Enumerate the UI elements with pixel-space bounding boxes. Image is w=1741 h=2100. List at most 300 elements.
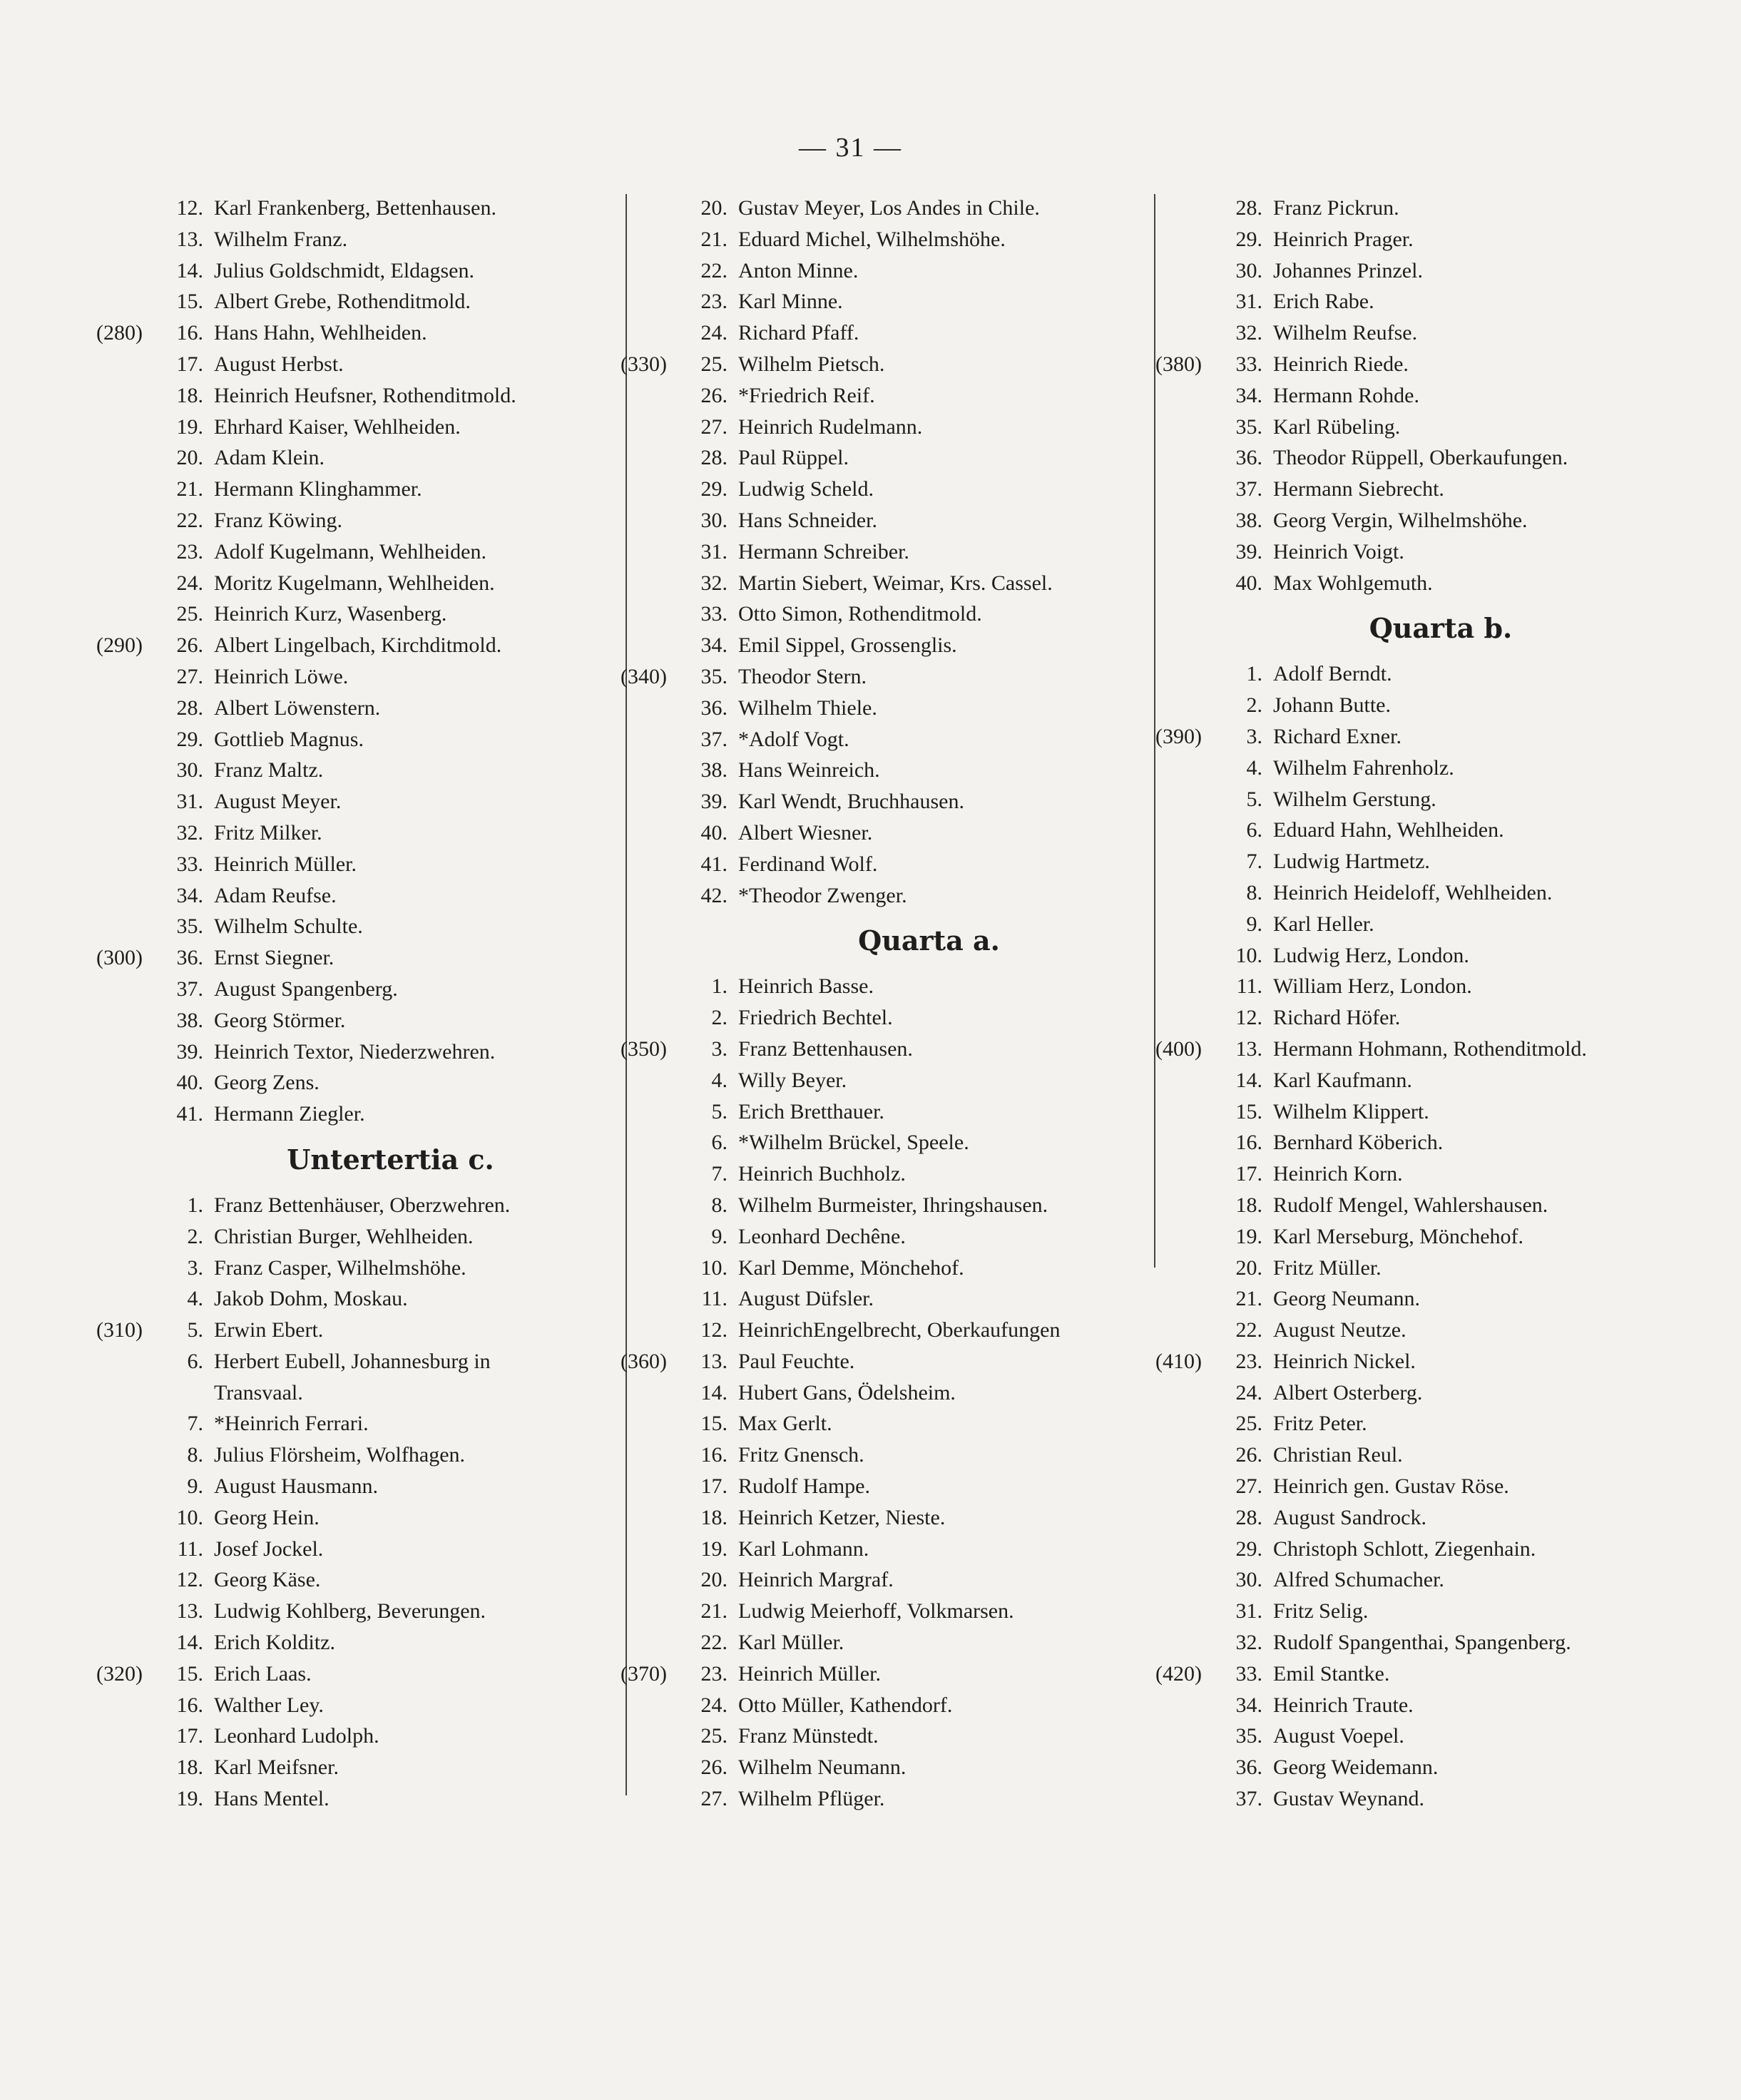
column-1 <box>96 193 621 1815</box>
student-name: Otto Simon, Rothenditmold. <box>738 602 982 626</box>
list-item <box>1155 1034 1669 1065</box>
student-name: Karl Müller. <box>738 1631 844 1655</box>
entry-number: 14. <box>700 1380 727 1405</box>
group-number: (350) <box>621 1036 667 1061</box>
student-name: Franz Bettenhausen. <box>738 1036 913 1061</box>
student-name: Ludwig Hartmetz. <box>1273 850 1430 874</box>
list-item <box>621 1752 1152 1783</box>
section-heading: Untertertia c. <box>287 1143 494 1176</box>
list-item <box>621 1127 1152 1158</box>
student-name: Richard Höfer. <box>1273 1006 1401 1030</box>
entry-number: 11. <box>177 1536 203 1561</box>
entry-number: 29. <box>700 477 727 501</box>
entry-number: 12. <box>700 1318 727 1342</box>
entry-number: 35. <box>176 914 203 939</box>
entry-number: 2. <box>711 1006 727 1030</box>
student-name: Karl Minne. <box>738 290 843 314</box>
list-item <box>1155 1564 1669 1596</box>
group-number: (310) <box>96 1318 143 1342</box>
entry-number: 27. <box>700 414 727 439</box>
student-name: Albert Wiesner. <box>738 820 873 845</box>
list-item <box>621 1346 1152 1377</box>
list-item <box>96 1036 621 1068</box>
entry-number: 28. <box>700 446 727 470</box>
list-item <box>1155 1690 1669 1721</box>
entry-number: 29. <box>1235 227 1262 251</box>
student-name: William Herz, London. <box>1273 974 1472 999</box>
student-name: Emil Sippel, Grossenglis. <box>738 633 957 658</box>
list-item <box>621 971 1152 1002</box>
entry-number: 30. <box>176 758 203 783</box>
list-item <box>96 1564 621 1596</box>
entry-number: 32. <box>1235 1631 1262 1655</box>
list-item <box>96 1067 621 1099</box>
entry-number: 24. <box>700 1693 727 1717</box>
list-item <box>621 349 1152 380</box>
list-item <box>1155 690 1669 721</box>
list-item <box>1155 1471 1669 1502</box>
list-item <box>621 1253 1152 1284</box>
list-item <box>96 1752 621 1783</box>
student-name: Gottlieb Magnus. <box>214 727 364 751</box>
entry-number: 24. <box>1235 1380 1262 1405</box>
student-name: Ferdinand Wolf. <box>738 852 878 876</box>
list-item <box>96 1721 621 1752</box>
list-item <box>621 442 1152 474</box>
student-name: Ehrhard Kaiser, Wehlheiden. <box>214 414 461 439</box>
entry-number: 22. <box>176 508 203 532</box>
student-name: Ludwig Meierhoff, Volkmarsen. <box>738 1599 1014 1624</box>
group-number: (400) <box>1155 1036 1202 1061</box>
student-name: Adolf Kugelmann, Wehlheiden. <box>214 539 486 564</box>
student-name: Heinrich Buchholz. <box>738 1162 906 1186</box>
student-name: Anton Minne. <box>738 258 859 282</box>
student-name: Heinrich Heideloff, Wehlheiden. <box>1273 880 1553 904</box>
list-item <box>1155 877 1669 909</box>
list-item <box>96 880 621 912</box>
entry-number: 41. <box>700 852 727 876</box>
student-name: Fritz Peter. <box>1273 1412 1367 1436</box>
student-name: Heinrich Prager. <box>1273 227 1414 251</box>
entry-number: 13. <box>1235 1036 1262 1061</box>
entry-number: 10. <box>176 1505 203 1529</box>
list-item <box>621 1502 1152 1534</box>
student-name: Hubert Gans, Ödelsheim. <box>738 1380 956 1405</box>
student-name: Heinrich Voigt. <box>1273 539 1404 564</box>
list-item <box>621 786 1152 817</box>
student-name: Georg Zens. <box>214 1071 320 1095</box>
page-number: — 31 — <box>799 133 902 163</box>
entry-number: 25. <box>1235 1412 1262 1436</box>
list-item <box>1155 1783 1669 1815</box>
student-name: Karl Wendt, Bruchhausen. <box>738 790 964 814</box>
entry-number: 31. <box>1235 1599 1262 1624</box>
list-item <box>621 1283 1152 1315</box>
entry-number: 9. <box>1246 912 1262 936</box>
entry-number: 40. <box>176 1071 203 1095</box>
student-name: Walther Ley. <box>214 1693 324 1717</box>
student-name: Fritz Gnensch. <box>738 1443 864 1467</box>
list-item <box>96 442 621 474</box>
student-name: HeinrichEngelbrecht, Oberkaufungen <box>738 1318 1061 1342</box>
student-name: August Neutze. <box>1273 1318 1406 1342</box>
student-name: Herbert Eubell, Johannesburg in <box>214 1349 491 1373</box>
entry-number: 9. <box>711 1224 727 1248</box>
entry-number: 26. <box>1235 1443 1262 1467</box>
entry-number: 9. <box>187 1474 203 1499</box>
student-name: Otto Müller, Kathendorf. <box>738 1693 953 1717</box>
list-item <box>96 1658 621 1690</box>
list-item <box>621 1158 1152 1190</box>
section-heading: Quarta a. <box>858 924 1000 957</box>
list-item <box>1155 658 1669 690</box>
student-name: Albert Grebe, Rothenditmold. <box>214 290 471 314</box>
entry-number: 16. <box>1235 1131 1262 1155</box>
list-item <box>96 724 621 755</box>
student-name: *Adolf Vogt. <box>738 727 849 751</box>
student-name: Paul Feuchte. <box>738 1349 855 1373</box>
entry-number: 5. <box>1246 787 1262 811</box>
entry-number: 27. <box>176 664 203 688</box>
entry-number: 19. <box>1235 1224 1262 1248</box>
list-item <box>1155 909 1669 940</box>
list-item <box>1155 1127 1669 1158</box>
student-name: Hans Weinreich. <box>738 758 880 783</box>
student-name: Leonhard Ludolph. <box>214 1724 379 1748</box>
entry-number: 1. <box>1246 662 1262 686</box>
entry-number: 17. <box>700 1474 727 1499</box>
list-item <box>96 911 621 942</box>
entry-number: 4. <box>187 1287 203 1311</box>
student-name: Wilhelm Schulte. <box>214 914 363 939</box>
entry-number: 18. <box>700 1505 727 1529</box>
list-item <box>621 317 1152 349</box>
entry-number: 15. <box>700 1412 727 1436</box>
student-name: Wilhelm Pflüger. <box>738 1787 885 1811</box>
student-name: Max Gerlt. <box>738 1412 832 1436</box>
list-item <box>96 1502 621 1534</box>
entry-number: 42. <box>700 883 727 907</box>
entry-number: 7. <box>1246 850 1262 874</box>
entry-number: 37. <box>1235 1787 1262 1811</box>
entry-number: 11. <box>1236 974 1262 999</box>
entry-number: 23. <box>176 539 203 564</box>
list-item <box>621 1534 1152 1565</box>
entry-number: 27. <box>700 1787 727 1811</box>
list-item <box>621 1034 1152 1065</box>
list-item <box>96 661 621 693</box>
student-name: Franz Casper, Wilhelmshöhe. <box>214 1255 466 1280</box>
list-item <box>96 536 621 568</box>
student-name: Hermann Siebrecht. <box>1273 477 1444 501</box>
entry-number: 23. <box>1235 1349 1262 1373</box>
student-name: Josef Jockel. <box>214 1536 324 1561</box>
list-item <box>1155 1315 1669 1346</box>
student-name: Ludwig Herz, London. <box>1273 943 1469 967</box>
student-name: Erich Rabe. <box>1273 290 1374 314</box>
entry-number: 31. <box>1235 290 1262 314</box>
student-name: Max Wohlgemuth. <box>1273 571 1433 595</box>
student-name: Ernst Siegner. <box>214 946 335 970</box>
entry-number: 4. <box>1246 755 1262 780</box>
list-item <box>621 849 1152 880</box>
student-name: Richard Exner. <box>1273 724 1402 748</box>
student-name: Wilhelm Franz. <box>214 227 348 251</box>
entry-number: 21. <box>700 227 727 251</box>
group-number: (420) <box>1155 1661 1202 1686</box>
entry-number: 29. <box>1235 1536 1262 1561</box>
entry-number: 6. <box>1246 818 1262 842</box>
entry-number: 26. <box>700 1755 727 1780</box>
entry-number: 12. <box>1235 1006 1262 1030</box>
list-item <box>621 755 1152 786</box>
entry-number: 26. <box>700 383 727 407</box>
student-name: Alfred Schumacher. <box>1273 1568 1444 1592</box>
entry-number: 34. <box>176 883 203 907</box>
entry-number: 41. <box>176 1102 203 1126</box>
student-name: Gustav Meyer, Los Andes in Chile. <box>738 196 1040 220</box>
entry-number: 14. <box>1235 1068 1262 1092</box>
student-name: Erich Laas. <box>214 1661 312 1686</box>
group-number: (390) <box>1155 724 1202 748</box>
student-name: Hans Schneider. <box>738 508 877 532</box>
entry-number: 34. <box>1235 383 1262 407</box>
list-item <box>1155 940 1669 972</box>
list-item <box>96 412 621 443</box>
group-number: (320) <box>96 1661 143 1686</box>
student-name: Heinrich Rudelmann. <box>738 414 923 439</box>
list-item <box>96 942 621 974</box>
student-name: Paul Rüppel. <box>738 446 849 470</box>
entry-number: 25. <box>176 602 203 626</box>
student-name: Willy Beyer. <box>738 1068 847 1092</box>
list-item <box>621 1596 1152 1627</box>
student-name: Theodor Rüppell, Oberkaufungen. <box>1273 446 1568 470</box>
entry-number: 5. <box>711 1099 727 1123</box>
entry-number: 37. <box>1235 477 1262 501</box>
student-name: Hermann Schreiber. <box>738 539 909 564</box>
student-name: Wilhelm Neumann. <box>738 1755 907 1780</box>
list-item <box>1155 442 1669 474</box>
list-item <box>96 193 621 224</box>
list-item <box>1155 1065 1669 1096</box>
list-item <box>96 598 621 630</box>
student-name: Julius Goldschmidt, Eldagsen. <box>214 258 474 282</box>
student-name: Georg Käse. <box>214 1568 321 1592</box>
entry-number: 19. <box>176 414 203 439</box>
student-name: Karl Merseburg, Mönchehof. <box>1273 1224 1524 1248</box>
student-name: Erwin Ebert. <box>214 1318 324 1342</box>
list-item <box>621 1627 1152 1658</box>
list-item <box>96 755 621 786</box>
entry-number: 7. <box>187 1412 203 1436</box>
entry-number: 20. <box>700 196 727 220</box>
student-name: Eduard Michel, Wilhelmshöhe. <box>738 227 1006 251</box>
student-name: Wilhelm Reufse. <box>1273 321 1418 345</box>
list-item <box>1155 1439 1669 1471</box>
student-name: Heinrich Löwe. <box>214 664 349 688</box>
student-name: Heinrich Traute. <box>1273 1693 1414 1717</box>
entry-number: 30. <box>1235 258 1262 282</box>
entry-number: 16. <box>176 321 203 345</box>
entry-number: 36. <box>1235 1755 1262 1780</box>
student-name: Adam Klein. <box>214 446 325 470</box>
list-item <box>1155 815 1669 846</box>
entry-number: 35. <box>1235 1724 1262 1748</box>
list-item <box>1155 1377 1669 1409</box>
student-name: Erich Kolditz. <box>214 1631 335 1655</box>
entry-number: 32. <box>700 571 727 595</box>
list-item <box>1155 1002 1669 1034</box>
student-name: Wilhelm Thiele. <box>738 695 877 720</box>
entry-number: 39. <box>1235 539 1262 564</box>
group-number: (410) <box>1155 1349 1202 1373</box>
student-name: August Voepel. <box>1273 1724 1404 1748</box>
student-name: August Spangenberg. <box>214 977 398 1001</box>
entry-number: 13. <box>176 227 203 251</box>
student-name: Georg Weidemann. <box>1273 1755 1439 1780</box>
student-name: August Hausmann. <box>214 1474 378 1499</box>
entry-number: 35. <box>700 664 727 688</box>
list-item <box>1155 1190 1669 1221</box>
student-name: Theodor Stern. <box>738 664 867 688</box>
student-name: Hans Mentel. <box>214 1787 330 1811</box>
list-item <box>621 1658 1152 1690</box>
list-item <box>621 1190 1152 1221</box>
list-item <box>96 849 621 880</box>
group-number: (370) <box>621 1661 667 1686</box>
entry-number: 3. <box>711 1036 727 1061</box>
student-name: Karl Meifsner. <box>214 1755 339 1780</box>
list-item <box>1155 1283 1669 1315</box>
list-item <box>621 1221 1152 1253</box>
list-item <box>621 505 1152 536</box>
group-number: (290) <box>96 633 143 658</box>
entry-number: 33. <box>176 852 203 876</box>
list-item <box>621 661 1152 693</box>
student-name: Hermann Klinghammer. <box>214 477 422 501</box>
list-item <box>96 255 621 287</box>
list-item <box>1155 1346 1669 1377</box>
entry-number: 20. <box>700 1568 727 1592</box>
list-item <box>96 1005 621 1036</box>
list-item <box>1155 971 1669 1002</box>
entry-number: 40. <box>700 820 727 845</box>
entry-number: 1. <box>187 1193 203 1217</box>
entry-number: 6. <box>187 1349 203 1373</box>
list-item <box>621 1315 1152 1346</box>
list-item <box>1155 784 1669 815</box>
list-item <box>96 380 621 412</box>
list-item <box>1155 380 1669 412</box>
student-name: Ludwig Kohlberg, Beverungen. <box>214 1599 486 1624</box>
entry-number: 15. <box>1235 1099 1262 1123</box>
list-item <box>96 1627 621 1658</box>
student-name: Wilhelm Pietsch. <box>738 352 885 376</box>
entry-number: 33. <box>700 602 727 626</box>
entry-number: 30. <box>700 508 727 532</box>
list-item <box>621 474 1152 505</box>
student-name: Heinrich Korn. <box>1273 1162 1403 1186</box>
list-item <box>621 536 1152 568</box>
student-name: Karl Demme, Mönchehof. <box>738 1255 964 1280</box>
list-item <box>1155 1721 1669 1752</box>
entry-number: 1. <box>711 974 727 999</box>
list-item <box>621 817 1152 849</box>
student-name: Karl Rübeling. <box>1273 414 1401 439</box>
entry-number: 15. <box>176 290 203 314</box>
student-name: Karl Kaufmann. <box>1273 1068 1412 1092</box>
entry-number: 14. <box>176 1631 203 1655</box>
student-name: August Meyer. <box>214 790 342 814</box>
entry-number: 16. <box>176 1693 203 1717</box>
student-name: Albert Osterberg. <box>1273 1380 1423 1405</box>
list-item <box>621 1564 1152 1596</box>
list-item <box>621 598 1152 630</box>
list-item <box>621 1721 1152 1752</box>
column-3 <box>1155 193 1669 1815</box>
list-item <box>1155 846 1669 877</box>
student-name: Christian Burger, Wehlheiden. <box>214 1224 474 1248</box>
list-item <box>96 1283 621 1315</box>
entry-number: 6. <box>711 1131 727 1155</box>
entry-number: 13. <box>700 1349 727 1373</box>
student-name: Jakob Dohm, Moskau. <box>214 1287 408 1311</box>
student-name: Friedrich Bechtel. <box>738 1006 893 1030</box>
student-name: *Theodor Zwenger. <box>738 883 907 907</box>
list-item <box>1155 568 1669 599</box>
list-item <box>621 880 1152 912</box>
list-item <box>1155 193 1669 224</box>
list-item <box>96 568 621 599</box>
list-item <box>1155 1253 1669 1284</box>
list-item <box>621 1783 1152 1815</box>
entry-number: 19. <box>176 1787 203 1811</box>
list-item <box>96 1315 621 1346</box>
entry-number: 29. <box>176 727 203 751</box>
student-name: Georg Hein. <box>214 1505 320 1529</box>
list-item <box>621 724 1152 755</box>
list-item <box>96 1190 621 1221</box>
list-item <box>621 286 1152 317</box>
entry-number: 4. <box>711 1068 727 1092</box>
list-item <box>96 630 621 661</box>
list-item <box>621 1096 1152 1128</box>
list-item <box>621 630 1152 661</box>
student-name: Albert Löwenstern. <box>214 695 381 720</box>
column-2 <box>621 193 1152 1815</box>
list-item <box>96 1690 621 1721</box>
list-item <box>621 1065 1152 1096</box>
entry-number: 34. <box>1235 1693 1262 1717</box>
entry-number: 39. <box>176 1039 203 1064</box>
entry-number: 33. <box>1235 1661 1262 1686</box>
list-item <box>621 193 1152 224</box>
entry-number: 5. <box>187 1318 203 1342</box>
entry-number: 10. <box>700 1255 727 1280</box>
student-name: *Wilhelm Brückel, Speele. <box>738 1131 969 1155</box>
entry-number: 28. <box>176 695 203 720</box>
list-item <box>1155 1502 1669 1534</box>
student-name: Heinrich Basse. <box>738 974 874 999</box>
list-item <box>1155 536 1669 568</box>
group-number: (300) <box>96 946 143 970</box>
student-name: Hans Hahn, Wehlheiden. <box>214 321 427 345</box>
list-item <box>621 1002 1152 1034</box>
entry-number: 38. <box>700 758 727 783</box>
entry-number: 22. <box>700 258 727 282</box>
entry-number: 39. <box>700 790 727 814</box>
